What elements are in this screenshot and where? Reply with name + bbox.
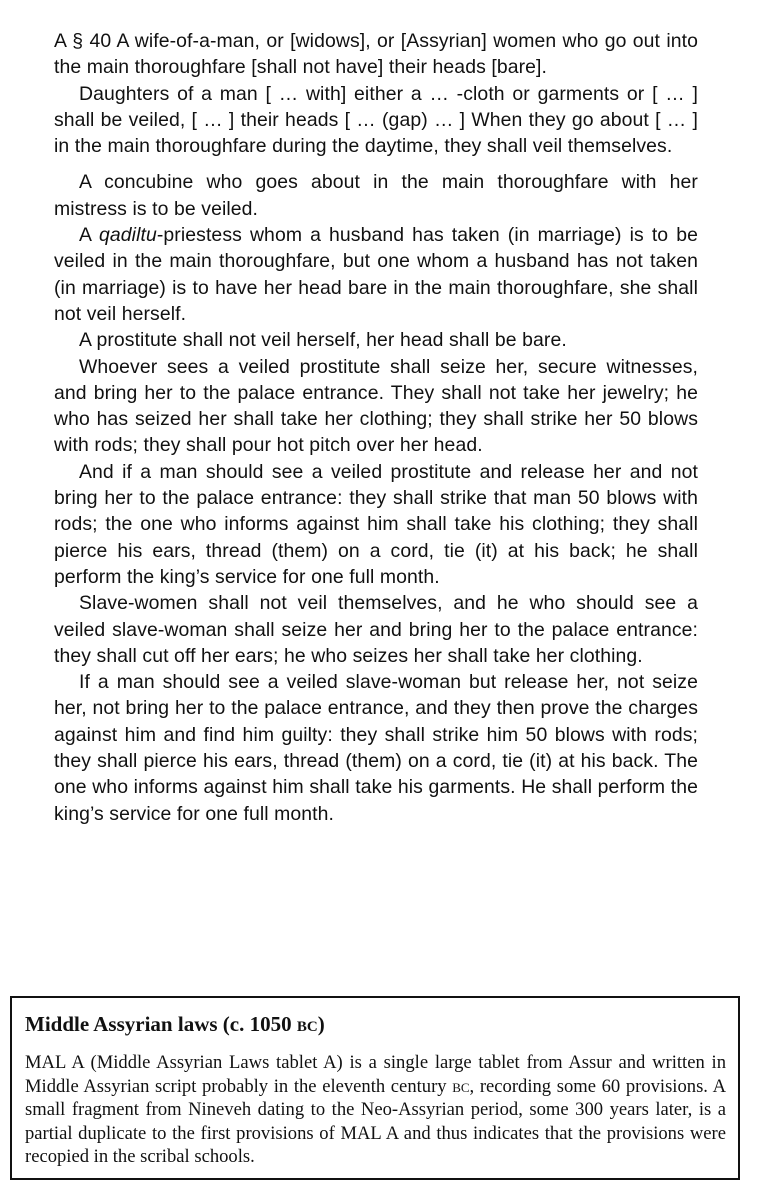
paragraph-section-40: A § 40 A wife-of-a-man, or [widows], or [Assyrian] women who go out into the main thoroughfare [shall not have] their heads [bare].	[54, 30, 698, 79]
box-body-2: , recording some 60 provisions. A small fragment from Nineveh dating to the Neo-Assyrian period, some 300 years later, is a partial duplicate to the first provisions of MAL A and thus indicates that the provisions were recopied in the scribal schools.	[25, 1075, 726, 1168]
paragraph-qadiltu	[54, 222, 698, 327]
box-title	[25, 1012, 726, 1036]
box-body-1: MAL A (Middle Assyrian Laws tablet A) is a single large tablet from Assur and written in Middle Assyrian script probably in the eleventh century	[25, 1052, 726, 1097]
box-body-era: bc	[452, 1075, 470, 1097]
qadiltu-post: -priestess whom a husband has taken (in marriage) is to be veiled in the main thoroughfare, but one whom a husband has not taken (in marriage) is to have her head bare in the main thoroughfare, she shall not veil herself.	[54, 224, 699, 325]
paragraph-release-slave: If a man should see a veiled slave-woman but release her, not seize her, not bring her to the palace entrance, and they then prove the charges against him and find him guilty: they shall strike him 50 blows with rods; they shall pierce his ears, thread (them) on a cord, tie (it) at his back. The one who informs against him shall take his garments. He shall perform the king’s service for one full month.	[54, 671, 698, 825]
paragraph-veiled-prostitute: Whoever sees a veiled prostitute shall seize her, secure witnesses, and bring her to the palace entrance. They shall not take her jewelry; he who has seized her shall take her clothing; they shall strike her 50 blows with rods; they shall pour hot pitch over her head.	[54, 355, 698, 457]
section-gap	[54, 159, 698, 169]
paragraph-slave-women: Slave-women shall not veil themselves, and he who should see a veiled slave-woman shall seize her and bring her to the palace entrance: they shall cut off her ears; he who seizes her shall take her clothing.	[54, 592, 698, 667]
qadiltu-term: qadiltu	[99, 224, 157, 247]
paragraph-release-prostitute: And if a man should see a veiled prostitute and release her and not bring her to the palace entrance: they shall strike that man 50 blows with rods; the one who informs against him shall take his clothing; they shall pierce his ears, thread (them) on a cord, tie (it) at his back; he shall perform the king’s service for one full month.	[54, 460, 698, 588]
qadiltu-pre: A	[79, 224, 100, 247]
law-text	[54, 28, 698, 827]
box-title-era: bc	[296, 1012, 318, 1036]
box-body	[25, 1051, 726, 1169]
paragraph-daughters: Daughters of a man [ … with] either a … -cloth or garments or [ … ] shall be veiled, [ … ] their heads [ … (gap) … ] When they go about [ … ] in the main thoroughfare during the daytime, they shall veil themselves.	[54, 82, 698, 158]
box-title-main: Middle Assyrian laws (c. 1050	[25, 1012, 297, 1036]
sidebar-box	[10, 996, 740, 1180]
paragraph-concubine: A concubine who goes about in the main thoroughfare with her mistress is to be veiled.	[54, 171, 698, 220]
paragraph-prostitute: A prostitute shall not veil herself, her head shall be bare.	[79, 329, 567, 352]
box-title-close: )	[317, 1012, 325, 1036]
